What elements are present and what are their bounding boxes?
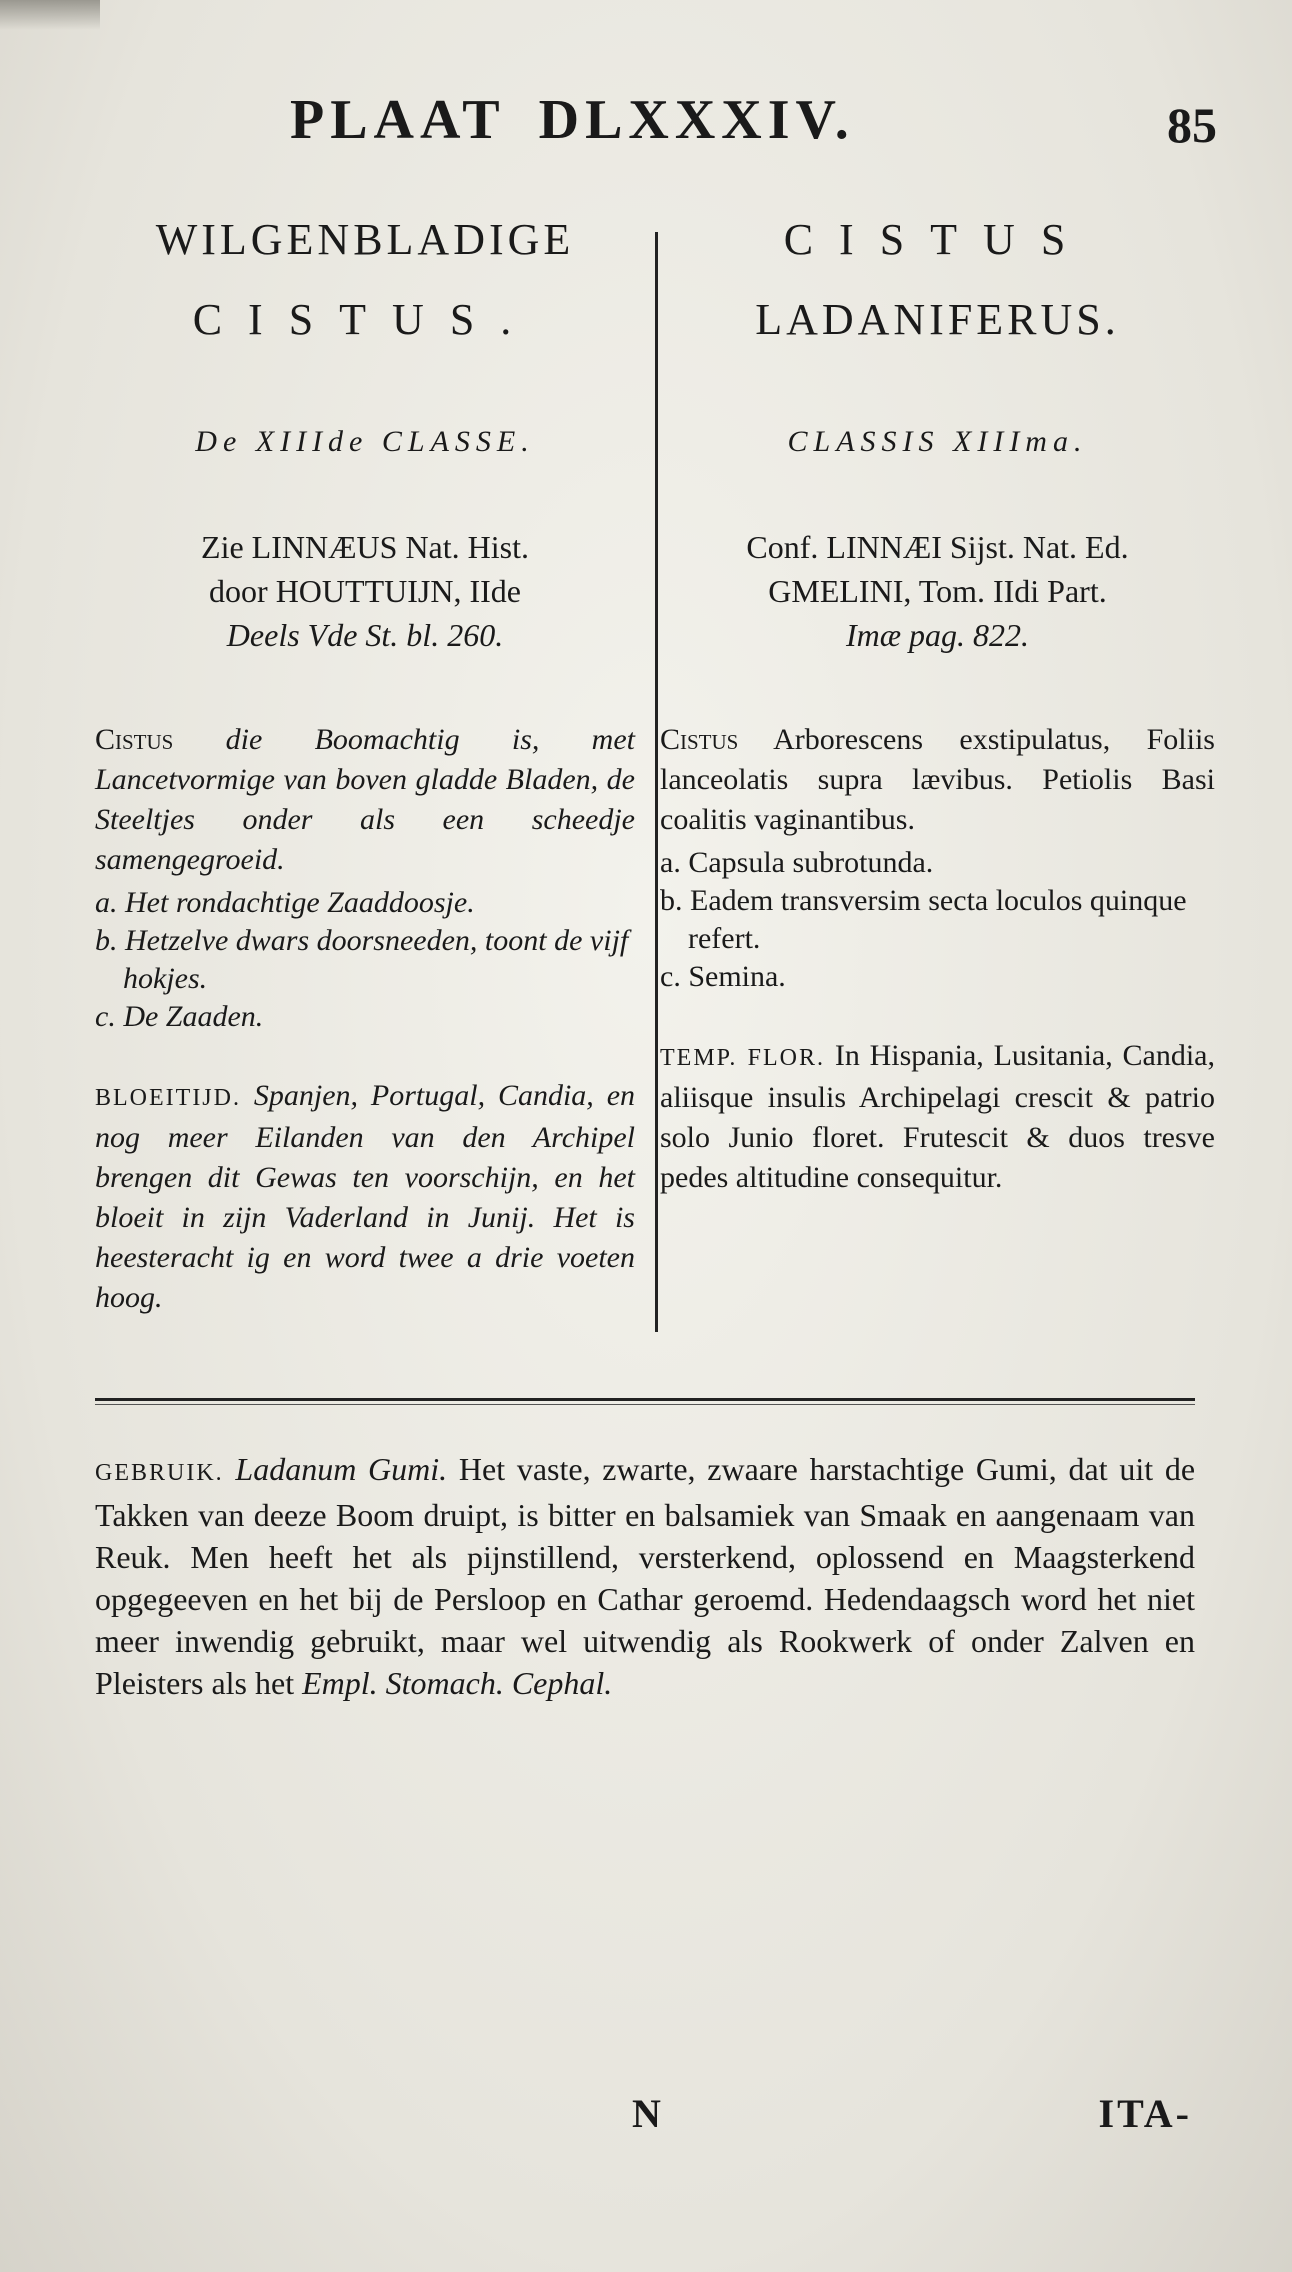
latin-ref-line2: GMELINI, Tom. IIdi Part.	[768, 573, 1107, 609]
dutch-desc-text: die Boomachtig is, met Lancetvormige van boven gladde Bladen, de Steeltjes onder als een scheedje samengegroeid.	[95, 723, 635, 876]
usage-text: Het vaste, zwarte, zwaare harstachtige Gumi, dat uit de Takken van deeze Boom druipt, is bitter en balsamiek van Smaak en aangenaam van Reuk. Men heeft het als pijnstillend, versterkend, oplossend en Maagsterkend opgegeeven en het bij de Persloop en Cathar geroemd. Hedendaagsch word het niet meer inwendig gebruikt, maar wel uitwendig als Rookwerk of onder Zalven en Pleisters als het	[95, 1451, 1196, 1701]
plate-title: PLAAT DLXXXIV.	[290, 89, 855, 151]
usage-paragraph	[95, 1448, 1195, 1704]
latin-item-a: a. Capsula subrotunda.	[660, 846, 934, 879]
latin-ref-line3: Imæ pag. 822.	[845, 617, 1030, 653]
catchword: ITA-	[1098, 2091, 1192, 2136]
dutch-desc-lead: Cistus	[95, 723, 174, 756]
dutch-flowering	[95, 1076, 635, 1318]
latin-flowering-label: TEMP. FLOR.	[660, 1045, 826, 1071]
dutch-ref-line1: Zie LINNÆUS Nat. Hist.	[201, 529, 529, 565]
latin-flowering	[660, 1036, 1215, 1198]
usage-label: GEBRUIK.	[95, 1460, 224, 1486]
signature-mark: N	[632, 2091, 661, 2136]
usage-tail: Empl. Stomach. Cephal.	[302, 1665, 613, 1701]
dutch-flowering-label: BLOEITIJD.	[95, 1085, 241, 1111]
usage-lead: Ladanum Gumi.	[235, 1451, 448, 1487]
dutch-ref-line3: Deels Vde St. bl. 260.	[226, 617, 504, 653]
latin-column	[660, 200, 1215, 1198]
dutch-item-c: c. De Zaaden.	[95, 1000, 264, 1033]
latin-reference	[660, 525, 1215, 665]
dutch-title-line2: CISTUS.	[192, 295, 538, 344]
dutch-classe: De XIIIde CLASSE.	[195, 425, 535, 458]
dutch-flowering-text: Spanjen, Portugal, Candia, en nog meer Eilanden van den Archipel brengen dit Gewas ten voorschijn, en het bloeit in zijn Vaderland in Junij. Het is heesteracht ig en word twee a drie voeten hoog.	[95, 1079, 636, 1314]
latin-title-line1: CISTUS	[783, 215, 1092, 264]
latin-item-c: c. Semina.	[660, 960, 786, 993]
dutch-title	[95, 200, 635, 370]
page-edge-shadow	[0, 0, 100, 30]
dutch-description	[95, 720, 635, 880]
latin-title	[660, 200, 1215, 370]
latin-figure-list	[660, 844, 1215, 996]
latin-title-line2: LADANIFERUS.	[755, 295, 1120, 344]
latin-flowering-text: In Hispania, Lusitania, Candia, aliisque insulis Archipelagi crescit & patrio solo Junio floret. Frutescit & duos tresve pedes altitudine consequitur.	[660, 1039, 1215, 1194]
column-divider	[655, 232, 658, 1332]
page-number: 85	[1167, 97, 1217, 153]
latin-description	[660, 720, 1215, 840]
latin-desc-text: Arborescens exstipulatus, Foliis lanceolatis supra lævibus. Petiolis Basi coalitis vaginantibus.	[660, 723, 1215, 836]
latin-item-b: b. Eadem transversim secta loculos quinque refert.	[660, 884, 1187, 955]
section-rule	[95, 1398, 1195, 1401]
dutch-title-line1: WILGENBLADIGE	[155, 215, 575, 264]
latin-classis: CLASSIS XIIIma.	[787, 425, 1088, 458]
dutch-item-a: a. Het rondachtige Zaaddoosje.	[95, 886, 475, 919]
dutch-reference	[95, 525, 635, 665]
dutch-figure-list	[95, 884, 635, 1036]
dutch-ref-line2: door HOUTTUIJN, IIde	[209, 573, 521, 609]
latin-ref-line1: Conf. LINNÆI Sijst. Nat. Ed.	[746, 529, 1129, 565]
section-rule-thin	[95, 1404, 1195, 1405]
latin-desc-lead: Cistus	[660, 723, 739, 756]
dutch-column	[95, 200, 635, 1318]
dutch-item-b: b. Hetzelve dwars doorsneeden, toont de vijf hokjes.	[95, 924, 629, 995]
